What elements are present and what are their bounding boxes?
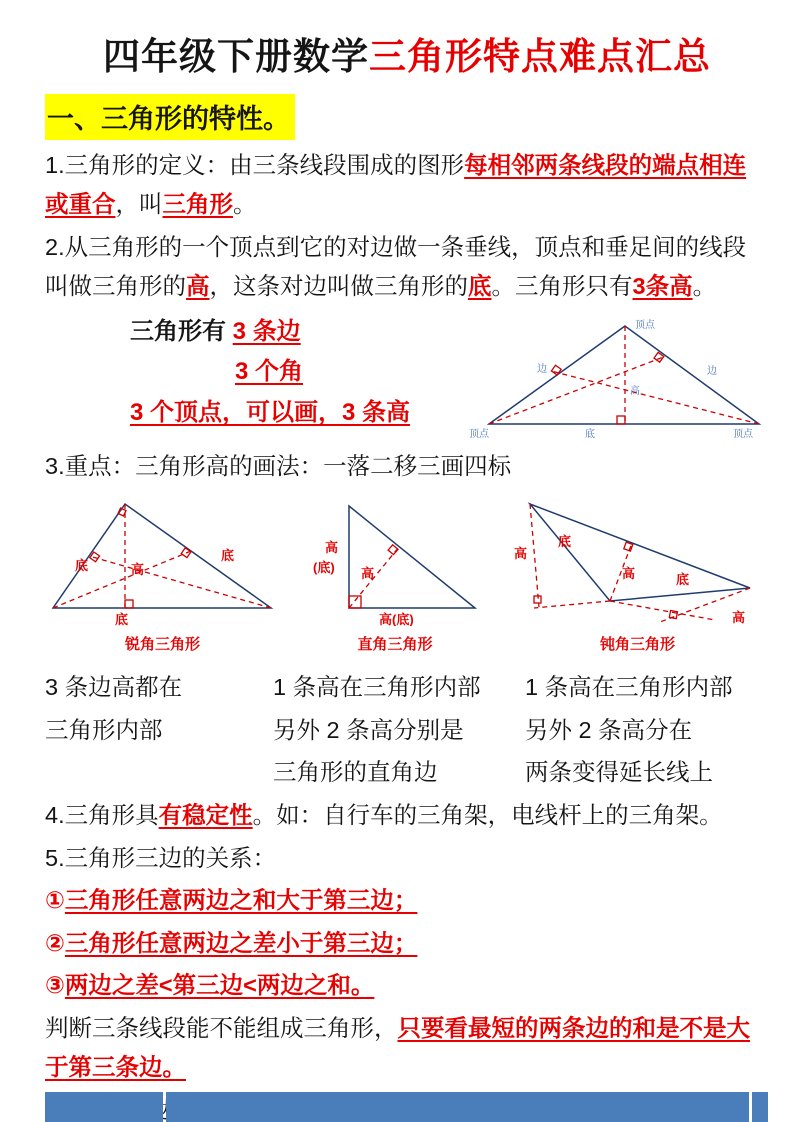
height-dash-line: [551, 371, 759, 424]
text-run: 。如：自行车的三角架，电线杆上的三角架。: [252, 802, 723, 829]
height-dash-line: [53, 551, 191, 608]
page-title: [45, 26, 769, 80]
highlight-run: 三角形任意两边之差小于第三边；: [64, 929, 418, 956]
triangle-types-notes: [45, 666, 769, 793]
right-notes-column: [273, 666, 525, 793]
title-black-part: 四年级下册数学: [103, 36, 369, 77]
note-line: 1 条高在三角形内部: [273, 674, 481, 701]
judge-paragraph: [45, 1009, 769, 1088]
note-line: 另外 2 条高分别是: [273, 716, 464, 743]
stability-paragraph: [45, 796, 769, 835]
acute-notes-column: [45, 666, 273, 793]
text-run: 1.三角形的定义：由三条线段围成的图形: [45, 152, 465, 178]
highlight-run: 三角形: [162, 191, 233, 218]
acute-triangle-svg: [45, 496, 280, 626]
key-point-paragraph: 3.重点：三角形高的画法：一落二移三画四标: [45, 452, 512, 479]
right-angle-mark: [617, 416, 625, 424]
obtuse-notes-column: [525, 666, 769, 793]
text-run: 。: [692, 273, 717, 300]
facts-and-diagram-row: [45, 310, 769, 444]
text-run: ，叫: [115, 191, 163, 218]
right-triangle-caption: 直角三角形: [357, 636, 433, 654]
item-number: ③: [45, 972, 65, 999]
highlight-run: 3 个顶点，可以画，3 条高: [130, 398, 411, 426]
rule-item-2: [45, 924, 769, 963]
highlight-run: 只要看最短的两条边的和是不是大于第三条边。: [45, 1014, 750, 1081]
text-run: 判断三条线段能不能组成三角形，: [45, 1014, 398, 1041]
triangle-parts-diagram: [467, 314, 767, 444]
obtuse-triangle-caption: 钝角三角形: [599, 636, 675, 654]
label-edge-left: 边: [537, 363, 547, 375]
highlight-run: 3 条边: [232, 317, 301, 345]
text-run: 三角形有: [130, 317, 233, 345]
item-number: ②: [45, 929, 65, 956]
highlight-run: 三角形任意两边之和大于第三边；: [64, 887, 418, 914]
acute-triangle-caption: 锐角三角形: [124, 636, 200, 654]
highlight-run: 3 个角: [235, 358, 304, 386]
label-base-right: 底: [676, 572, 690, 588]
table-header-cell: [752, 1092, 768, 1122]
label-base: 底: [585, 428, 595, 439]
label-height: 高: [360, 566, 374, 582]
highlight-run: 3条高: [632, 273, 693, 300]
fact-line-edges: [130, 312, 410, 352]
right-angle-mark: [125, 600, 133, 608]
highlight-run: 两边之差<第三边<两边之和。: [64, 972, 375, 999]
label-height-middle: 高: [622, 566, 636, 582]
definition-paragraph: [45, 146, 769, 225]
right-triangle-figure: [303, 496, 488, 654]
title-red-part: 三角形特点难点汇总: [369, 36, 711, 77]
extension-dash-line: [610, 601, 715, 620]
fact-line-vertices: [130, 393, 410, 433]
triangle-outline: [53, 504, 271, 608]
triangle-facts: [45, 310, 410, 433]
text-run: 4.三角形具: [45, 802, 159, 829]
table-header-cell: [45, 1092, 163, 1122]
triangle-outline: [349, 506, 475, 608]
rule-item-3: [45, 966, 769, 1005]
label-vertex-bottom-right: 顶点: [733, 428, 753, 439]
item-number: ①: [45, 887, 65, 914]
rule-item-1: [45, 881, 769, 920]
section-heading-row: [45, 94, 769, 140]
note-line: 三角形内部: [45, 716, 163, 743]
label-vertex-top: 顶点: [635, 319, 655, 331]
note-line: 1 条高在三角形内部: [525, 674, 733, 701]
triangle-parts-svg: [467, 314, 767, 439]
label-height-outside: 高: [732, 610, 746, 626]
label-height-side: 高: [324, 540, 338, 556]
label-base-upper: 底: [558, 534, 572, 550]
text-run: 。: [233, 191, 257, 218]
label-base-right: 底: [221, 548, 235, 564]
text-run: ，这条对边叫做三角形的: [209, 273, 468, 300]
label-height: 高: [630, 385, 640, 397]
triangle-outline: [489, 326, 759, 424]
note-line: 三角形的直角边: [273, 758, 438, 785]
triangle-types-row: [45, 496, 769, 654]
highlight-run: 高: [186, 273, 210, 300]
label-base-side: (底): [312, 560, 335, 576]
note-line: 3 条边高都在: [45, 674, 183, 701]
note-line: 两条变得延长线上: [525, 758, 713, 785]
acute-triangle-figure: [45, 496, 280, 654]
label-height-left: 高: [514, 546, 528, 562]
extension-dash-line: [534, 601, 610, 608]
height-dash-line: [89, 556, 271, 608]
label-height: 高: [131, 562, 145, 578]
height-dash-line: [530, 504, 539, 607]
label-vertex-bottom-left: 顶点: [469, 428, 489, 439]
note-line: 另外 2 条高分在: [525, 716, 693, 743]
label-base-bottom: 底: [115, 612, 129, 627]
table-header-bar: [45, 1092, 768, 1122]
obtuse-triangle-figure: [510, 496, 765, 654]
side-relation-heading: 5.三角形三边的关系：: [45, 844, 277, 871]
right-triangle-svg: [303, 496, 488, 626]
height-definition-paragraph: [45, 228, 769, 307]
obtuse-triangle-svg: [510, 496, 765, 626]
text-run: 2.从三角形的一个顶点到它的对边做一条垂线，顶点和垂足间的线段叫做三角形的: [45, 233, 747, 300]
right-angle-mark: [624, 542, 633, 551]
fact-line-angles: [235, 352, 410, 392]
section-heading: 一、三角形的特性。: [45, 94, 295, 140]
text-run: 。三角形只有: [491, 273, 633, 300]
highlight-run: 有稳定性: [158, 802, 253, 829]
label-base-left: 底: [75, 558, 89, 574]
label-edge-right: 边: [707, 365, 717, 377]
triangle-outline: [530, 504, 750, 601]
highlight-run: 每相邻两条线段的端点相连或重合: [45, 152, 747, 218]
label-base-bottom: 高(底): [378, 612, 414, 627]
table-header-cell: [166, 1092, 749, 1122]
highlight-run: 底: [468, 273, 492, 300]
